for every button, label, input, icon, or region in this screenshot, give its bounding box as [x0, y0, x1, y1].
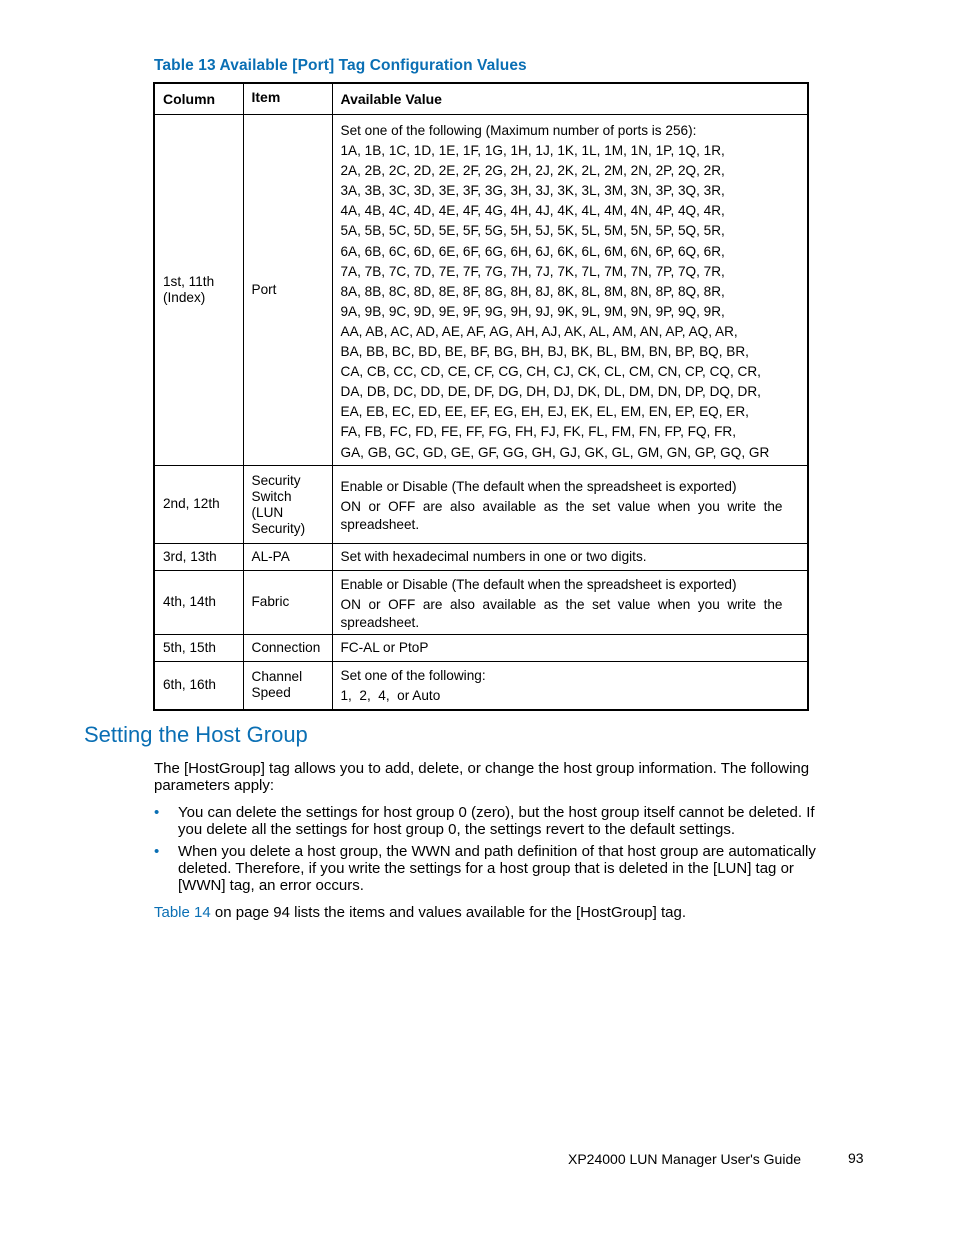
value-line: Set with hexadecimal numbers in one or two digits. [340, 548, 647, 564]
cell-value [332, 661, 808, 710]
value-line: 1A, 1B, 1C, 1D, 1E, 1F, 1G, 1H, 1J, 1K, 1L, 1M, 1N, 1P, 1Q, 1R, [340, 143, 725, 159]
table-row [154, 661, 808, 710]
cell-text: Port [251, 281, 277, 297]
cell-column [154, 634, 243, 661]
cell-text: Switch (LUN [251, 488, 292, 520]
bullet-item: You can delete the settings for host group 0 (zero), but the host group itself cannot be deleted. If you delete all the settings for host group 0, the settings revert to the default settings. [178, 804, 815, 838]
value-line: spreadsheet. [340, 516, 420, 532]
table-row [154, 543, 808, 570]
cell-column [154, 570, 243, 634]
value-line: AA, AB, AC, AD, AE, AF, AG, AH, AJ, AK, AL, AM, AN, AP, AQ, AR, [340, 323, 738, 339]
cell-column [154, 465, 243, 543]
cell-item [243, 543, 332, 570]
value-line: Set one of the following (Maximum number of ports is 256): [340, 123, 697, 138]
cell-item [243, 661, 332, 710]
table-14-link[interactable]: Table 14 [154, 904, 211, 921]
cell-value [332, 115, 808, 466]
value-line: DA, DB, DC, DD, DE, DF, DG, DH, DJ, DK, DL, DM, DN, DP, DQ, DR, [340, 384, 761, 400]
cell-column [154, 115, 243, 466]
cell-text: 3rd, 13th [163, 548, 217, 564]
value-line: 7A, 7B, 7C, 7D, 7E, 7F, 7G, 7H, 7J, 7K, 7L, 7M, 7N, 7P, 7Q, 7R, [340, 263, 725, 279]
cell-text: 5th, 15th [163, 639, 216, 655]
value-line: GA, GB, GC, GD, GE, GF, GG, GH, GJ, GK, GL, GM, GN, GP, GQ, GR [340, 444, 770, 460]
table-header-row [154, 83, 808, 115]
cell-text: Speed [251, 685, 291, 701]
value-line: EA, EB, EC, ED, EE, EF, EG, EH, EJ, EK, EL, EM, EN, EP, EQ, ER, [340, 404, 749, 420]
reference-text: on page 94 lists the items and values available for the [HostGroup] tag. [210, 904, 686, 921]
header-column: Column [154, 83, 243, 115]
value-line: 4A, 4B, 4C, 4D, 4E, 4F, 4G, 4H, 4J, 4K, 4L, 4M, 4N, 4P, 4Q, 4R, [340, 203, 725, 219]
table-caption: Table 13 Available [Port] Tag Configuration Values [154, 57, 527, 74]
cell-item [243, 115, 332, 466]
value-line: ON or OFF are also available as the set value when you write the [340, 596, 783, 612]
table-row [154, 634, 808, 661]
value-line: 9A, 9B, 9C, 9D, 9E, 9F, 9G, 9H, 9J, 9K, 9L, 9M, 9N, 9P, 9Q, 9R, [340, 303, 725, 319]
cell-text: Security) [251, 520, 306, 536]
value-line: Enable or Disable (The default when the spreadsheet is exported) [340, 576, 737, 592]
value-line: 3A, 3B, 3C, 3D, 3E, 3F, 3G, 3H, 3J, 3K, 3L, 3M, 3N, 3P, 3Q, 3R, [340, 183, 725, 199]
cell-value [332, 465, 808, 543]
value-line: Set one of the following: [340, 667, 486, 683]
value-line: 6A, 6B, 6C, 6D, 6E, 6F, 6G, 6H, 6J, 6K, 6L, 6M, 6N, 6P, 6Q, 6R, [340, 243, 725, 259]
bullet-icon: • [154, 843, 160, 860]
cell-column [154, 661, 243, 710]
cell-text: AL-PA [251, 548, 290, 564]
cell-text: 2nd, 12th [163, 496, 220, 512]
table-reference [154, 904, 834, 921]
cell-text: 4th, 14th [163, 594, 216, 610]
table-row [154, 115, 808, 466]
header-available-value: Available Value [332, 83, 808, 115]
value-line: 5A, 5B, 5C, 5D, 5E, 5F, 5G, 5H, 5J, 5K, 5L, 5M, 5N, 5P, 5Q, 5R, [340, 223, 725, 239]
cell-item [243, 570, 332, 634]
cell-text: (Index) [163, 289, 206, 305]
cell-text: Connection [251, 639, 321, 655]
footer-title: XP24000 LUN Manager User's Guide [568, 1151, 802, 1167]
table-row [154, 465, 808, 543]
bullet-icon: • [154, 804, 160, 821]
cell-value [332, 634, 808, 661]
value-line: 1, 2, 4, or Auto [340, 687, 441, 703]
cell-value [332, 570, 808, 634]
cell-column [154, 543, 243, 570]
cell-value [332, 543, 808, 570]
section-heading: Setting the Host Group [84, 722, 308, 747]
bullet-item: When you delete a host group, the WWN and path definition of that host group are automatically deleted. Therefore, if you write the settings for a host group that is deleted in the [LUN] tag or [WWN] tag, an error occurs. [178, 843, 816, 894]
value-line: CA, CB, CC, CD, CE, CF, CG, CH, CJ, CK, CL, CM, CN, CP, CQ, CR, [340, 364, 761, 380]
value-line: spreadsheet. [340, 614, 420, 630]
cell-text: Security [251, 472, 301, 488]
section-intro: The [HostGroup] tag allows you to add, delete, or change the host group information. The following parameters apply: [154, 760, 810, 794]
header-item: Item [243, 83, 332, 115]
cell-item [243, 634, 332, 661]
value-line: 8A, 8B, 8C, 8D, 8E, 8F, 8G, 8H, 8J, 8K, 8L, 8M, 8N, 8P, 8Q, 8R, [340, 283, 725, 299]
value-line: ON or OFF are also available as the set value when you write the [340, 498, 783, 514]
cell-text: Channel [251, 669, 303, 685]
cell-text: Fabric [251, 594, 290, 610]
value-line: Enable or Disable (The default when the spreadsheet is exported) [340, 478, 737, 494]
value-line: FC-AL or PtoP [340, 639, 429, 655]
page-number: 93 [848, 1150, 864, 1166]
value-line: 2A, 2B, 2C, 2D, 2E, 2F, 2G, 2H, 2J, 2K, 2L, 2M, 2N, 2P, 2Q, 2R, [340, 163, 725, 179]
cell-item [243, 465, 332, 543]
cell-text: 1st, 11th [163, 273, 215, 289]
cell-text: 6th, 16th [163, 677, 216, 693]
port-config-table [153, 82, 809, 711]
value-line: BA, BB, BC, BD, BE, BF, BG, BH, BJ, BK, BL, BM, BN, BP, BQ, BR, [340, 344, 749, 360]
value-line: FA, FB, FC, FD, FE, FF, FG, FH, FJ, FK, FL, FM, FN, FP, FQ, FR, [340, 424, 736, 440]
table-row [154, 570, 808, 634]
